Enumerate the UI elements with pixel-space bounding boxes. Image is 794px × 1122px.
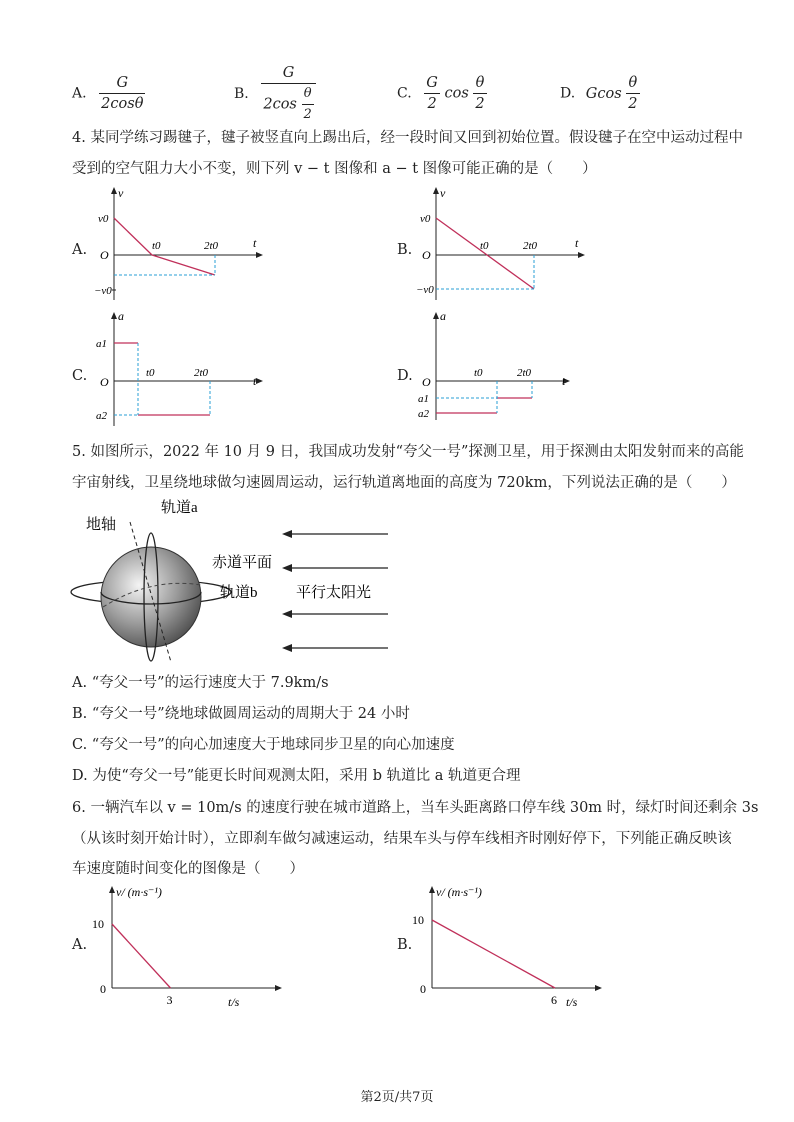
q5-stem-line1: 5. 如图所示，2022 年 10 月 9 日，我国成功发射“夸父一号”探测卫星，用于探测由太阳发射而来的高能 bbox=[72, 444, 744, 460]
q4-graph-a bbox=[90, 185, 270, 305]
arrow-head-icon bbox=[282, 644, 292, 652]
axis-arrow-icon bbox=[256, 378, 263, 384]
axis-arrow-icon bbox=[578, 252, 585, 258]
axis-arrow-icon bbox=[256, 252, 263, 258]
label-v0: v0 bbox=[420, 213, 431, 225]
axis-label-v: v/ (m·s⁻¹) bbox=[116, 885, 162, 899]
q4-option-b-label: B. bbox=[397, 242, 413, 258]
inner-fraction-num: θ bbox=[302, 84, 314, 105]
label-a1: a1 bbox=[418, 393, 429, 405]
cos-term: Gcos bbox=[585, 85, 622, 102]
label-t0: t0 bbox=[480, 240, 489, 252]
q4-stem-line2: 受到的空气阻力大小不变，则下列 v − t 图像和 a − t 图像可能正确的是（ ） bbox=[72, 161, 597, 177]
axis-label-t: t/s bbox=[566, 995, 578, 1008]
fraction-denominator: 2 bbox=[628, 96, 638, 112]
label-orbit-b: 轨道b bbox=[220, 585, 258, 601]
q5-stem-line2: 宇宙射线，卫星绕地球做匀速圆周运动，运行轨道离地面的高度为 720km，下列说法正确的是（ ） bbox=[72, 475, 736, 491]
label-2t0: 2t0 bbox=[517, 367, 532, 379]
q4-option-d-label: D. bbox=[397, 368, 413, 384]
q4-graph-b bbox=[412, 185, 592, 305]
label-t-end: 3 bbox=[166, 993, 173, 1007]
label-t0: t0 bbox=[152, 240, 161, 252]
label-t0: t0 bbox=[146, 367, 155, 379]
axis-label-a: a bbox=[440, 309, 446, 323]
axis-arrow-icon bbox=[111, 187, 117, 194]
q3-option-d bbox=[560, 73, 640, 114]
q6-stem-line2: （从该时刻开始计时），立即刹车做匀减速运动，结果车头与停车线相齐时刚好停下，下列能正确反映该 bbox=[72, 831, 732, 847]
option-label: B. bbox=[234, 86, 249, 102]
fraction-denominator: 2 bbox=[427, 96, 437, 112]
label-a2: a2 bbox=[96, 410, 107, 422]
axis-label-t: t bbox=[562, 374, 566, 388]
q5-option-a: A. “夸父一号”的运行速度大于 7.9km/s bbox=[72, 675, 329, 691]
label-a2: a2 bbox=[418, 408, 429, 420]
fraction-denominator: 2cosθ bbox=[101, 96, 144, 112]
label-earth-axis: 地轴 bbox=[86, 517, 117, 533]
q4-option-a-label: A. bbox=[72, 242, 88, 258]
label-neg-v0: −v0 bbox=[416, 284, 434, 296]
fraction-denominator: 2cos bbox=[263, 96, 297, 113]
axis-label-a: a bbox=[118, 309, 124, 323]
option-label: C. bbox=[397, 85, 412, 102]
v-line-up bbox=[114, 218, 152, 255]
label-origin: O bbox=[422, 248, 431, 262]
axis-arrow-icon bbox=[433, 312, 439, 319]
axis-arrow-icon bbox=[275, 985, 282, 991]
label-2t0: 2t0 bbox=[204, 240, 219, 252]
axis-label-t: t bbox=[253, 374, 257, 388]
v-line bbox=[436, 218, 534, 289]
axis-label-v: v bbox=[440, 186, 446, 200]
velocity-line bbox=[432, 920, 555, 988]
fraction-numerator: θ bbox=[473, 73, 486, 94]
label-v0: v0 bbox=[98, 213, 109, 225]
q3-option-a bbox=[72, 73, 145, 114]
arrow-head-icon bbox=[282, 564, 292, 572]
axis-label-t: t bbox=[575, 236, 579, 250]
label-t-end: 6 bbox=[551, 993, 557, 1007]
label-a1: a1 bbox=[96, 338, 107, 350]
axis-arrow-icon bbox=[433, 187, 439, 194]
label-origin: 0 bbox=[420, 982, 426, 996]
label-origin: O bbox=[422, 375, 431, 389]
q5-option-c: C. “夸父一号”的向心加速度大于地球同步卫星的向心加速度 bbox=[72, 737, 455, 753]
axis-label-v: v bbox=[118, 186, 124, 200]
axis-arrow-icon bbox=[429, 886, 435, 893]
fraction-numerator: G bbox=[99, 73, 145, 94]
axis-label-t: t bbox=[253, 236, 257, 250]
inner-fraction-den: 2 bbox=[303, 107, 312, 122]
fraction-numerator: G bbox=[261, 63, 315, 84]
option-label: A. bbox=[72, 85, 87, 102]
label-sunlight: 平行太阳光 bbox=[296, 585, 372, 601]
option-label: D. bbox=[560, 85, 576, 102]
label-v0: 10 bbox=[92, 917, 104, 931]
label-orbit-a: 轨道a bbox=[161, 500, 198, 516]
fraction-numerator: G bbox=[424, 73, 440, 94]
label-2t0: 2t0 bbox=[523, 240, 538, 252]
q3-option-b bbox=[234, 63, 316, 125]
axis-arrow-icon bbox=[111, 312, 117, 319]
q6-option-b-label: B. bbox=[397, 937, 413, 953]
q6-stem-line1: 6. 一辆汽车以 v = 10m/s 的速度行驶在城市道路上，当车头距离路口停车线 30m 时，绿灯时间还剩余 3s bbox=[72, 800, 759, 816]
arrow-head-icon bbox=[282, 610, 292, 618]
axis-arrow-icon bbox=[595, 985, 602, 991]
earth-icon bbox=[101, 547, 201, 647]
label-origin: 0 bbox=[100, 982, 106, 996]
label-v0: 10 bbox=[412, 913, 424, 927]
page-footer: 第2页/共7页 bbox=[360, 1090, 434, 1105]
q5-earth-figure bbox=[68, 497, 408, 667]
q4-stem-line1: 4. 某同学练习踢毽子，毽子被竖直向上踢出后，经一段时间又回到初始位置。假设毽子在空中运动过程中 bbox=[72, 130, 743, 146]
cos-term: cos bbox=[444, 85, 469, 102]
label-2t0: 2t0 bbox=[194, 367, 209, 379]
fraction-numerator: θ bbox=[626, 73, 639, 94]
fraction-denominator: 2 bbox=[475, 96, 485, 112]
q6-stem-line3: 车速度随时间变化的图像是（ ） bbox=[72, 861, 304, 877]
label-origin: O bbox=[100, 248, 109, 262]
label-equator: 赤道平面 bbox=[212, 555, 273, 571]
label-neg-v0: −v0 bbox=[94, 285, 112, 297]
v-line-down bbox=[152, 255, 215, 275]
axis-arrow-icon bbox=[109, 886, 115, 893]
q4-graph-d bbox=[412, 308, 592, 428]
q6-option-a-label: A. bbox=[72, 937, 88, 953]
q6-graph-b bbox=[408, 878, 608, 1008]
q4-graph-c bbox=[90, 308, 270, 428]
axis-label-v: v/ (m·s⁻¹) bbox=[436, 885, 482, 899]
q3-option-c bbox=[397, 73, 487, 114]
axis-label-t: t/s bbox=[228, 995, 240, 1008]
q5-option-b: B. “夸父一号”绕地球做圆周运动的周期大于 24 小时 bbox=[72, 706, 410, 722]
label-origin: O bbox=[100, 375, 109, 389]
q4-option-c-label: C. bbox=[72, 368, 88, 384]
q5-option-d: D. 为使“夸父一号”能更长时间观测太阳，采用 b 轨道比 a 轨道更合理 bbox=[72, 768, 521, 784]
velocity-line bbox=[112, 924, 171, 988]
q6-graph-a bbox=[88, 878, 288, 1008]
arrow-head-icon bbox=[282, 530, 292, 538]
label-t0: t0 bbox=[474, 367, 483, 379]
